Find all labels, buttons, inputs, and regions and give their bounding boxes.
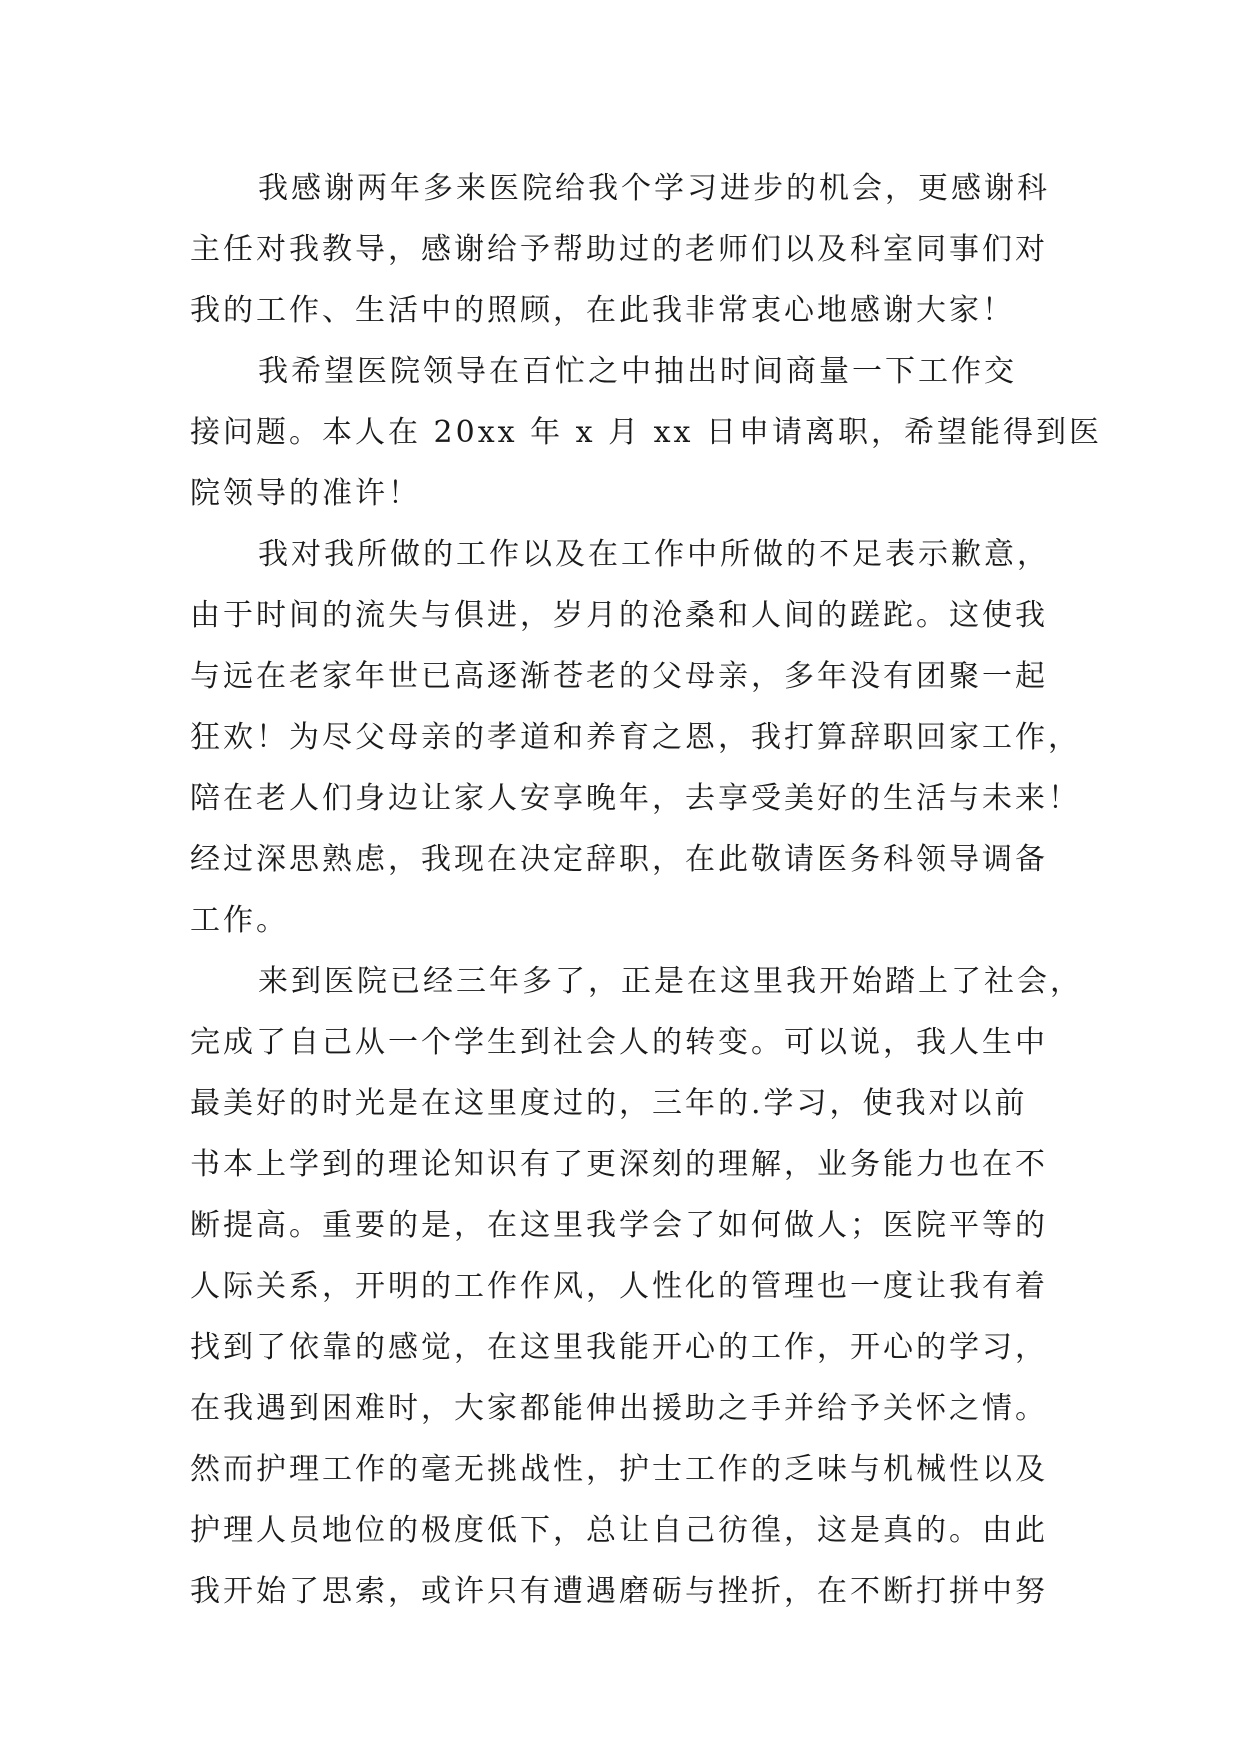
document-body: [190, 158, 1102, 1622]
text-line: 主任对我教导，感谢给予帮助过的老师们以及科室同事们对: [190, 232, 1048, 267]
text-line: 我希望医院领导在百忙之中抽出时间商量一下工作交: [258, 354, 1017, 389]
text-line: 我的工作、生活中的照顾，在此我非常衷心地感谢大家！: [190, 293, 1015, 328]
text-line: 与远在老家年世已高逐渐苍老的父母亲，多年没有团聚一起: [190, 659, 1048, 694]
text-line: 接问题。本人在 20xx 年 x 月 xx 日申请离职，希望能得到医: [190, 415, 1102, 450]
text-line: 我感谢两年多来医院给我个学习进步的机会，更感谢科: [258, 171, 1050, 206]
text-line: 我对我所做的工作以及在工作中所做的不足表示歉意，: [258, 537, 1050, 572]
text-line: 经过深思熟虑，我现在决定辞职，在此敬请医务科领导调备: [190, 842, 1048, 877]
text-line: 最美好的时光是在这里度过的，三年的.学习，使我对以前: [190, 1086, 1028, 1121]
text-line: 工作。: [190, 903, 289, 938]
text-line: 我开始了思索，或许只有遭遇磨砺与挫折，在不断打拼中努: [190, 1574, 1048, 1609]
text-line: 书本上学到的理论知识有了更深刻的理解，业务能力也在不: [190, 1147, 1048, 1182]
text-line: 断提高。重要的是，在这里我学会了如何做人；医院平等的: [190, 1208, 1048, 1243]
text-line: 由于时间的流失与俱进，岁月的沧桑和人间的蹉跎。这使我: [190, 598, 1048, 633]
text-line: 来到医院已经三年多了，正是在这里我开始踏上了社会，: [258, 964, 1083, 999]
text-line: 护理人员地位的极度低下，总让自己彷徨，这是真的。由此: [190, 1513, 1048, 1548]
text-line: 陪在老人们身边让家人安享晚年，去享受美好的生活与未来！: [190, 781, 1081, 816]
text-line: 人际关系，开明的工作作风，人性化的管理也一度让我有着: [190, 1269, 1048, 1304]
text-line: 然而护理工作的毫无挑战性，护士工作的乏味与机械性以及: [190, 1452, 1048, 1487]
text-line: 院领导的准许！: [190, 476, 421, 511]
text-line: 找到了依靠的感觉，在这里我能开心的工作，开心的学习，: [190, 1330, 1048, 1365]
text-line: 在我遇到困难时，大家都能伸出援助之手并给予关怀之情。: [190, 1391, 1048, 1426]
text-line: 完成了自己从一个学生到社会人的转变。可以说，我人生中: [190, 1025, 1048, 1060]
text-line: 狂欢！为尽父母亲的孝道和养育之恩，我打算辞职回家工作，: [190, 720, 1081, 755]
